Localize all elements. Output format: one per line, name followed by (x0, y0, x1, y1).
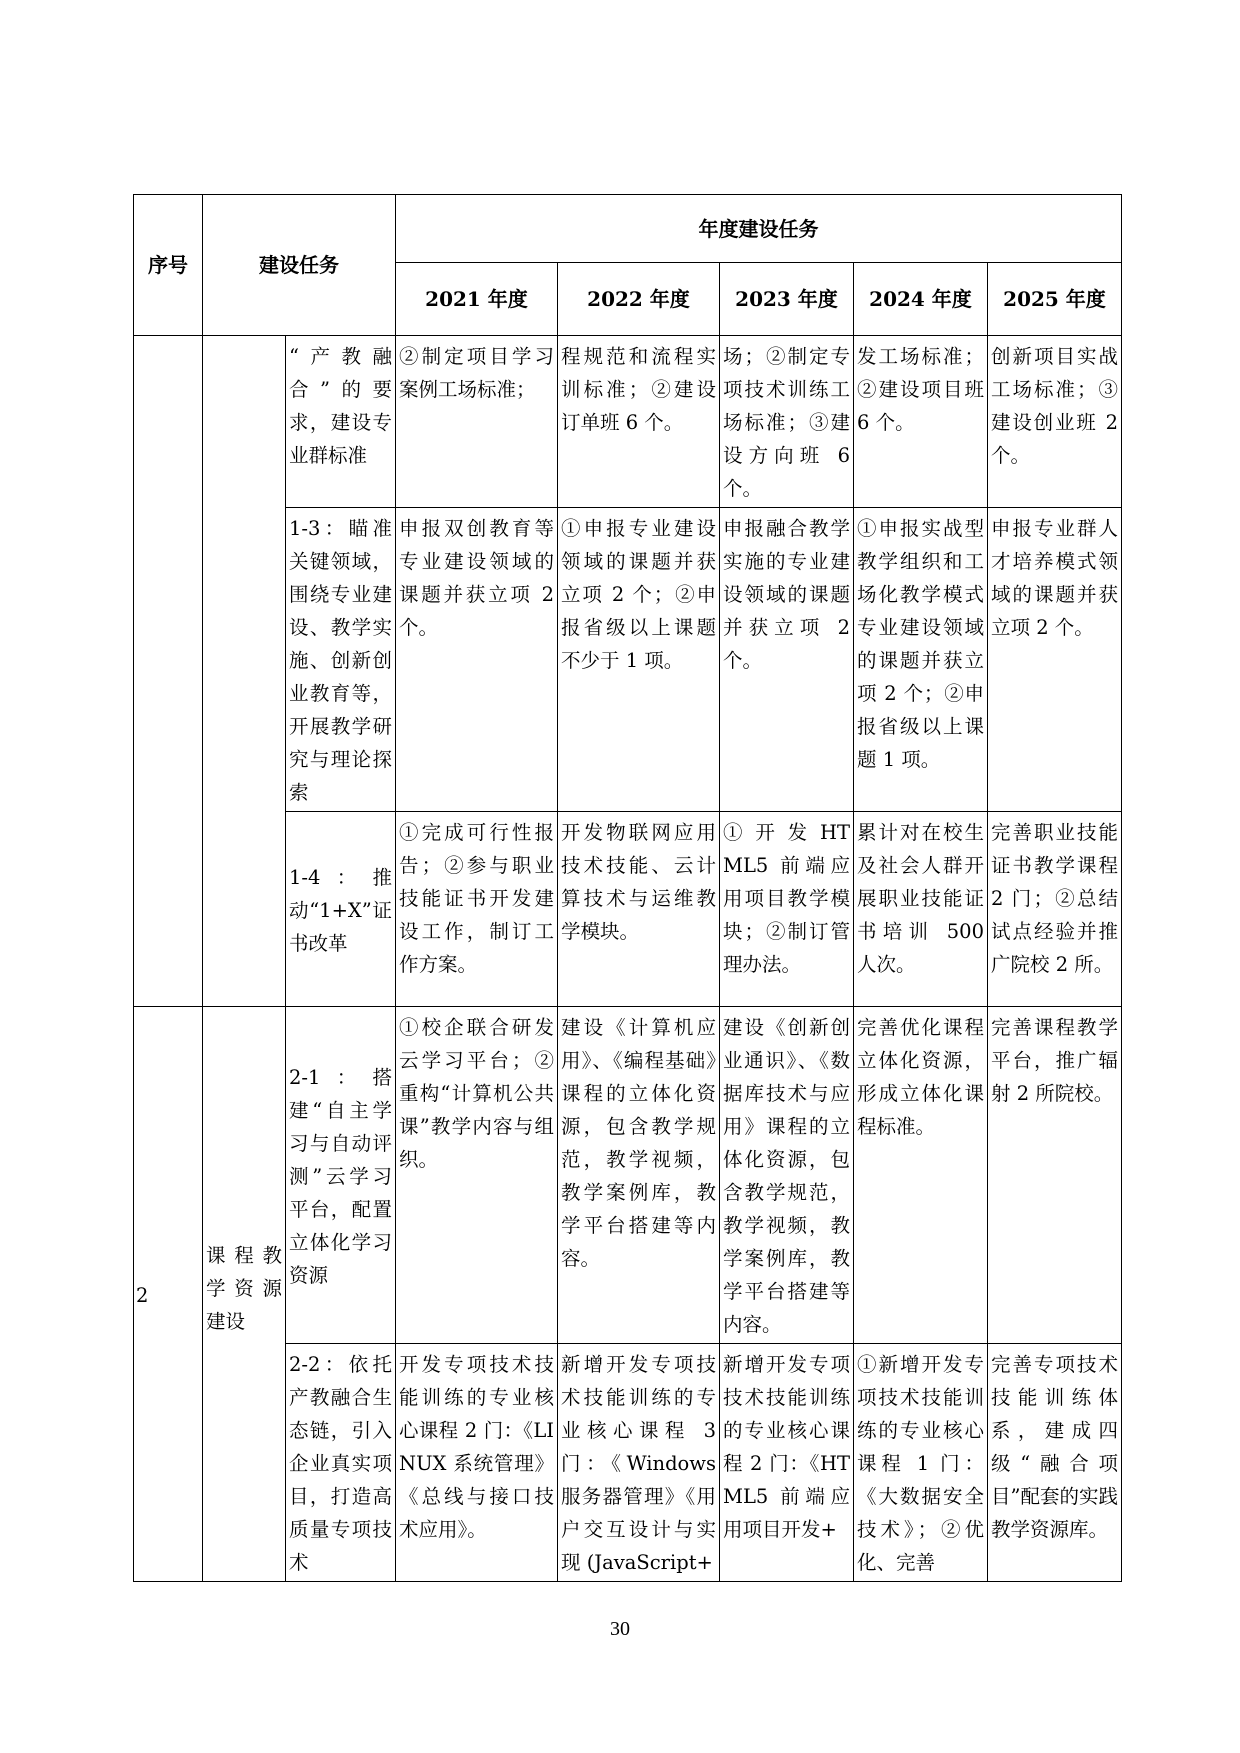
category-cell-empty (203, 336, 286, 1007)
header-serial-number: 序号 (134, 195, 203, 336)
task-2021-cell: 申报双创教育等专业建设领域的课题并获立项 2 个。 (396, 508, 558, 812)
header-year-2021: 2021 年度 (396, 263, 558, 336)
task-2022-cell: 新增开发专项技术技能训练的专业核心课程 3 门：《Windows 服务器管理》《用户交互设计与实现 (JavaScript+ (558, 1344, 720, 1582)
task-2025-cell: 完善课程教学平台，推广辐射 2 所院校。 (988, 1007, 1122, 1344)
table-row (134, 1007, 1122, 1344)
task-2022-cell: ①申报专业建设领域的课题并获立项 2 个；②申报省级以上课题不少于 1 项。 (558, 508, 720, 812)
task-2023-cell: 场；②制定专项技术训练工场标准；③建设方向班 6 个。 (720, 336, 854, 508)
task-2023-cell: 建设《创新创业通识》、《数据库技术与应用》课程的立体化资源，包含教学规范，教学视频，教学案例库，教学平台搭建等内容。 (720, 1007, 854, 1344)
header-year-2022: 2022 年度 (558, 263, 720, 336)
task-cell: 2-1：搭建“自主学习与自动评测”云学习平台，配置立体化学习资源 (286, 1007, 396, 1344)
task-2025-cell: 完善专项技术技能训练体系，建成四级“融合项目”配套的实践教学资源库。 (988, 1344, 1122, 1582)
task-2024-cell: 完善优化课程立体化资源，形成立体化课程标准。 (854, 1007, 988, 1344)
construction-task-table (133, 194, 1122, 1582)
task-2022-cell: 程规范和流程实训标准；②建设订单班 6 个。 (558, 336, 720, 508)
task-2023-cell: 申报融合教学实施的专业建设领域的课题并获立项 2 个。 (720, 508, 854, 812)
task-cell: 1-3：瞄准关键领域，围绕专业建设、教学实施、创新创业教育等，开展教学研究与理论探索 (286, 508, 396, 812)
header-annual-task: 年度建设任务 (396, 195, 1122, 263)
task-cell: 1-4：推动“1+X”证书改革 (286, 812, 396, 1007)
header-year-2024: 2024 年度 (854, 263, 988, 336)
header-year-2023: 2023 年度 (720, 263, 854, 336)
task-2021-cell: ①校企联合研发云学习平台；②重构“计算机公共课”教学内容与组织。 (396, 1007, 558, 1344)
task-2021-cell: ①完成可行性报告；②参与职业技能证书开发建设工作，制订工作方案。 (396, 812, 558, 1007)
task-cell: “产教融合”的要求，建设专业群标准 (286, 336, 396, 508)
header-year-2025: 2025 年度 (988, 263, 1122, 336)
task-cell: 2-2：依托产教融合生态链，引入企业真实项目，打造高质量专项技术 (286, 1344, 396, 1582)
task-2022-cell: 建设《计算机应用》、《编程基础》课程的立体化资源，包含教学规范，教学视频，教学案例库，教学平台搭建等内容。 (558, 1007, 720, 1344)
task-2024-cell: ①申报实战型教学组织和工场化教学模式专业建设领域的课题并获立项 2 个；②申报省级以上课题 1 项。 (854, 508, 988, 812)
serial-number-cell: 2 (134, 1007, 203, 1582)
category-label: 课程教学资源建设 (206, 1244, 282, 1333)
task-2022-cell: 开发物联网应用技术技能、云计算技术与运维教学模块。 (558, 812, 720, 1007)
task-2025-cell: 申报专业群人才培养模式领域的课题并获立项 2 个。 (988, 508, 1122, 812)
task-2024-cell: 发工场标准；②建设项目班 6 个。 (854, 336, 988, 508)
category-cell (203, 1007, 286, 1582)
task-2021-cell: ②制定项目学习案例工场标准； (396, 336, 558, 508)
serial-cell-empty (134, 336, 203, 1007)
task-2024-cell: 累计对在校生及社会人群开展职业技能证书培训 500 人次。 (854, 812, 988, 1007)
task-2025-cell: 完善职业技能证书教学课程 2 门；②总结试点经验并推广院校 2 所。 (988, 812, 1122, 1007)
table-row (134, 336, 1122, 508)
task-2023-cell: ① 开 发 HTML5 前端应用项目教学模块；②制订管理办法。 (720, 812, 854, 1007)
task-2023-cell: 新增开发专项技术技能训练的专业核心课程 2 门：《HTML5 前端应用项目开发+ (720, 1344, 854, 1582)
header-construction-task: 建设任务 (203, 195, 396, 336)
task-2024-cell: ①新增开发专项技术技能训练的专业核心课程 1 门：《大数据安全技术》；②优化、完善 (854, 1344, 988, 1582)
task-2021-cell: 开发专项技术技能训练的专业核心课程 2 门：《LINUX 系统管理》《总线与接口技术应用》。 (396, 1344, 558, 1582)
task-2025-cell: 创新项目实战工场标准；③建设创业班 2 个。 (988, 336, 1122, 508)
page-number: 30 (610, 1618, 630, 1640)
